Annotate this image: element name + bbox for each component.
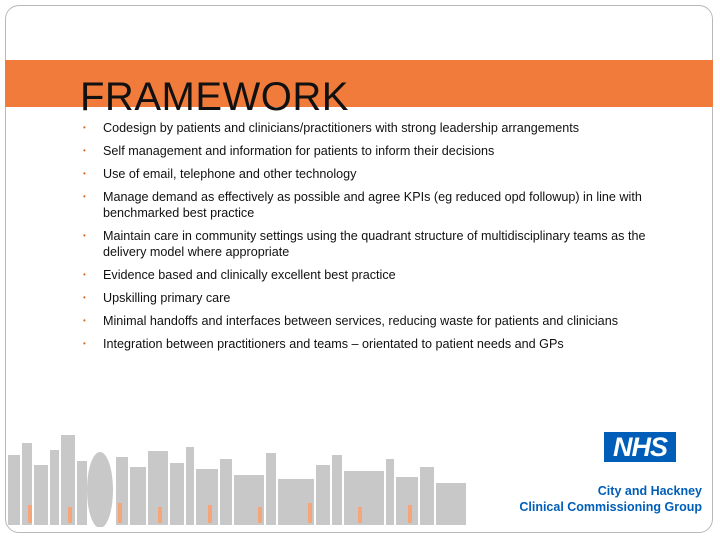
bullet-marker: • — [83, 293, 86, 302]
bullet-marker: • — [83, 123, 86, 132]
bullet-marker: • — [83, 169, 86, 178]
bullet-item — [80, 166, 660, 182]
city-skyline-illustration — [8, 395, 478, 527]
nhs-wordmark: NHS — [604, 432, 676, 462]
bullet-text: Manage demand as effectively as possible and agree KPIs (eg reduced opd followup) in line with benchmarked best practice — [103, 190, 642, 220]
bullet-item — [80, 313, 660, 329]
bullet-text: Self management and information for patients to inform their decisions — [103, 144, 495, 158]
bullet-text: Evidence based and clinically excellent best practice — [103, 268, 396, 282]
bullet-text: Minimal handoffs and interfaces between services, reducing waste for patients and clinicians — [103, 314, 618, 328]
bullet-item — [80, 228, 660, 260]
org-name-line1: City and Hackney — [597, 484, 702, 498]
bullet-marker: • — [83, 339, 86, 348]
bullet-list — [80, 120, 660, 359]
bullet-marker: • — [83, 231, 86, 240]
bullet-text: Maintain care in community settings using the quadrant structure of multidisciplinary teams as the delivery model where appropriate — [103, 229, 646, 259]
bullet-text: Integration between practitioners and teams – orientated to patient needs and GPs — [103, 337, 564, 351]
slide-title: FRAMEWORK — [80, 75, 349, 119]
nhs-logo — [478, 432, 708, 528]
bullet-item — [80, 267, 660, 283]
bullet-item — [80, 143, 660, 159]
bullet-text: Codesign by patients and clinicians/practitioners with strong leadership arrangements — [103, 121, 580, 135]
bullet-marker: • — [83, 270, 86, 279]
bullet-item — [80, 336, 660, 352]
bullet-text: Upskilling primary care — [103, 291, 231, 305]
bullet-marker: • — [83, 146, 86, 155]
bullet-item — [80, 189, 660, 221]
bullet-text: Use of email, telephone and other technology — [103, 167, 357, 181]
bullet-marker: • — [83, 316, 86, 325]
bullet-item — [80, 120, 660, 136]
bullet-item — [80, 290, 660, 306]
org-name-line2: Clinical Commissioning Group — [519, 500, 702, 514]
bullet-marker: • — [83, 192, 86, 201]
